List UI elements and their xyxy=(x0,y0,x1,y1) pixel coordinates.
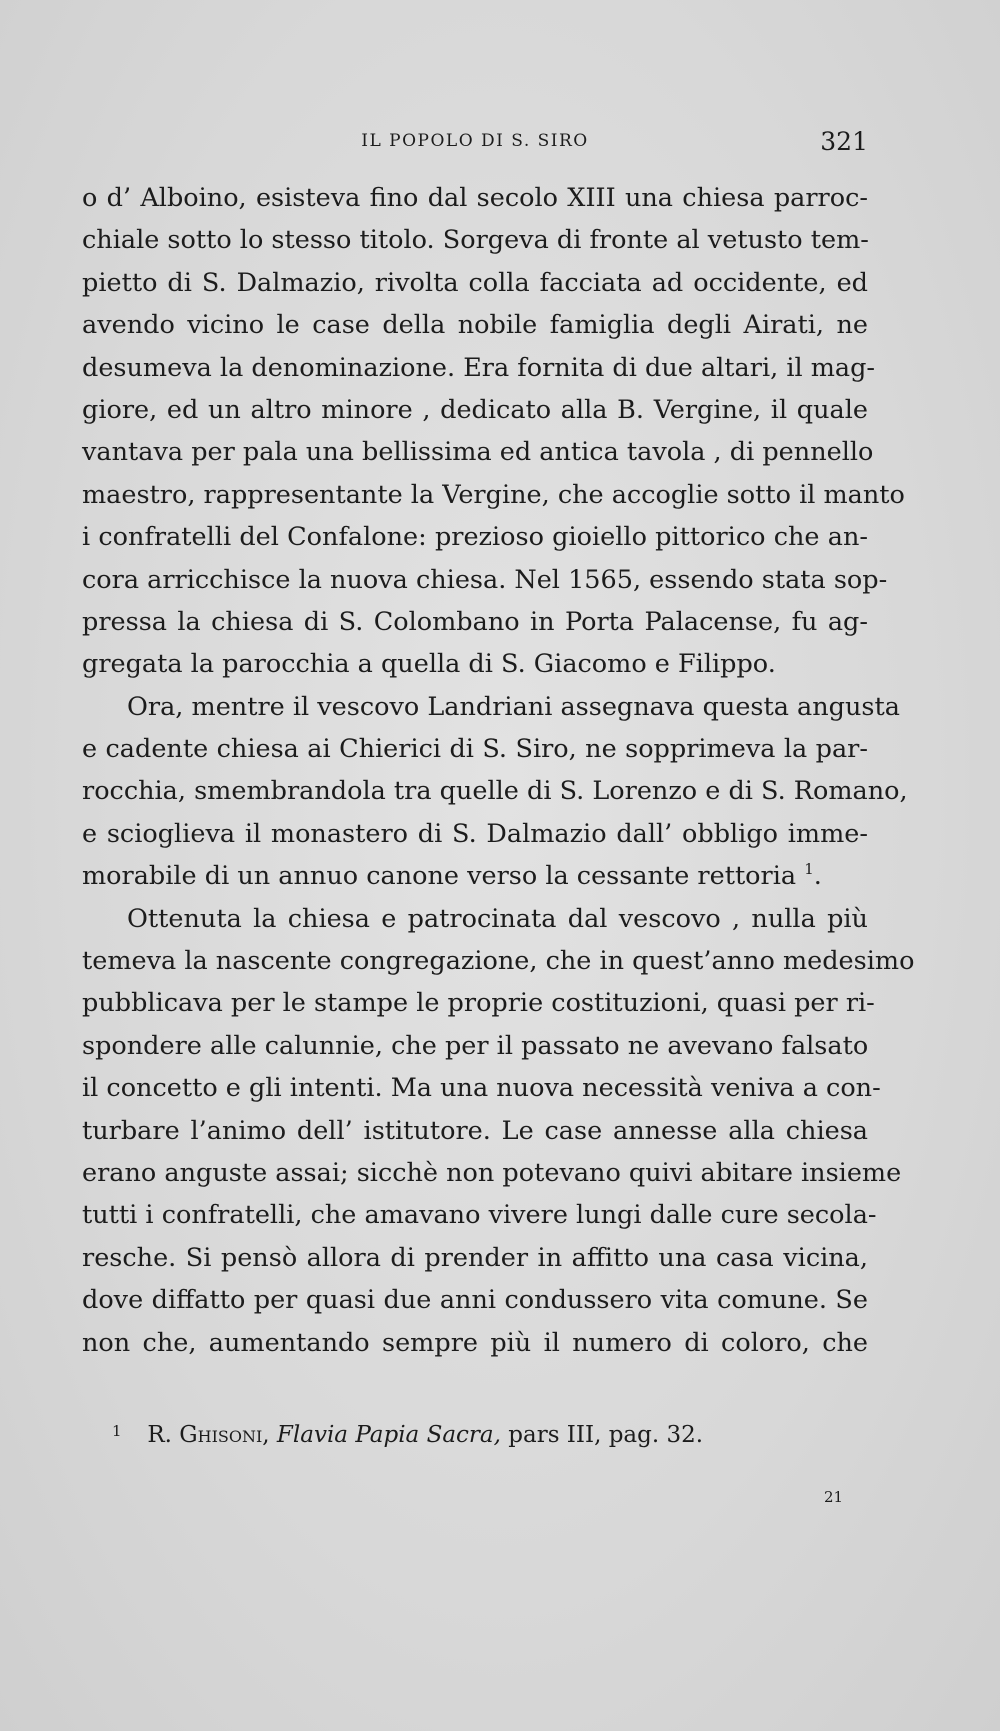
text-line: non che, aumentando sempre più il numero di coloro, che xyxy=(82,1327,868,1358)
footnote-reference: 1 xyxy=(804,860,814,879)
text-line: i confratelli del Confalone: prezioso gioiello pittorico che an- xyxy=(82,522,868,553)
text-line: tutti i confratelli, che amavano vivere lungi dalle cure secola- xyxy=(82,1200,877,1231)
text-line: maestro, rappresentante la Vergine, che accoglie sotto il manto xyxy=(82,479,905,510)
text-line-text: morabile di un annuo canone verso la cessante rettoria xyxy=(82,861,797,892)
footnote-number: 1 xyxy=(112,1422,122,1440)
text-line: Ottenuta la chiesa e patrocinata dal vescovo , nulla più xyxy=(127,903,868,934)
text-line: giore, ed un altro minore , dedicato alla B. Vergine, il quale xyxy=(82,394,868,425)
signature-mark: 21 xyxy=(824,1488,844,1506)
text-line: turbare l’animo dell’ istitutore. Le case annesse alla chiesa xyxy=(82,1115,868,1146)
text-line: rocchia, smembrandola tra quelle di S. Lorenzo e di S. Romano, xyxy=(82,776,908,807)
page-number: 321 xyxy=(820,127,868,156)
footnote-title: Flavia Papia Sacra, xyxy=(276,1422,501,1448)
text-line: resche. Si pensò allora di prender in affitto una casa vicina, xyxy=(82,1242,868,1273)
text-line: pubblicava per le stampe le proprie costituzioni, quasi per ri- xyxy=(82,988,875,1019)
footnote-author: R. Ghisoni, xyxy=(147,1422,270,1448)
text-line: e cadente chiesa ai Chierici di S. Siro, ne sopprimeva la par- xyxy=(82,734,868,765)
text-line: gregata la parocchia a quella di S. Giacomo e Filippo. xyxy=(82,649,776,680)
text-line: desumeva la denominazione. Era fornita di due altari, il mag- xyxy=(82,352,876,383)
text-line: Ora, mentre il vescovo Landriani assegnava questa angusta xyxy=(127,691,900,722)
text-line: o d’ Alboino, esisteva fino dal secolo XIII una chiesa parroc- xyxy=(82,183,868,213)
text-line: dove diffatto per quasi due anni condussero vita comune. Se xyxy=(82,1285,868,1316)
text-line: erano anguste assai; sicchè non potevano quivi abitare insieme xyxy=(82,1157,902,1188)
footnote-citation: pars III, pag. 32. xyxy=(508,1422,704,1448)
text-line: il concetto e gli intenti. Ma una nuova necessità veniva a con- xyxy=(82,1073,881,1104)
text-line: pietto di S. Dalmazio, rivolta colla facciata ad occidente, ed xyxy=(82,267,868,298)
running-title: IL POPOLO DI S. SIRO xyxy=(361,131,589,151)
text-line: cora arricchisce la nuova chiesa. Nel 1565, essendo stata sop- xyxy=(82,564,888,595)
text-line: pressa la chiesa di S. Colombano in Porta Palacense, fu ag- xyxy=(82,606,868,637)
page-header xyxy=(82,127,868,157)
text-line: chiale sotto lo stesso titolo. Sorgeva di fronte al vetusto tem- xyxy=(82,225,869,256)
footnote-reference-trail: . xyxy=(813,861,822,892)
body-text xyxy=(82,177,915,1364)
text-line: avendo vicino le case della nobile famiglia degli Airati, ne xyxy=(82,310,868,341)
text-line: vantava per pala una bellissima ed antica tavola , di pennello xyxy=(82,437,874,468)
footnote xyxy=(82,1422,868,1448)
text-line: temeva la nascente congregazione, che in quest’anno medesimo xyxy=(82,946,915,977)
text-line-with-footnote xyxy=(82,855,868,897)
text-line: e scioglieva il monastero di S. Dalmazio dall’ obbligo imme- xyxy=(82,818,868,849)
text-line: spondere alle calunnie, che per il passato ne avevano falsato xyxy=(82,1030,869,1061)
